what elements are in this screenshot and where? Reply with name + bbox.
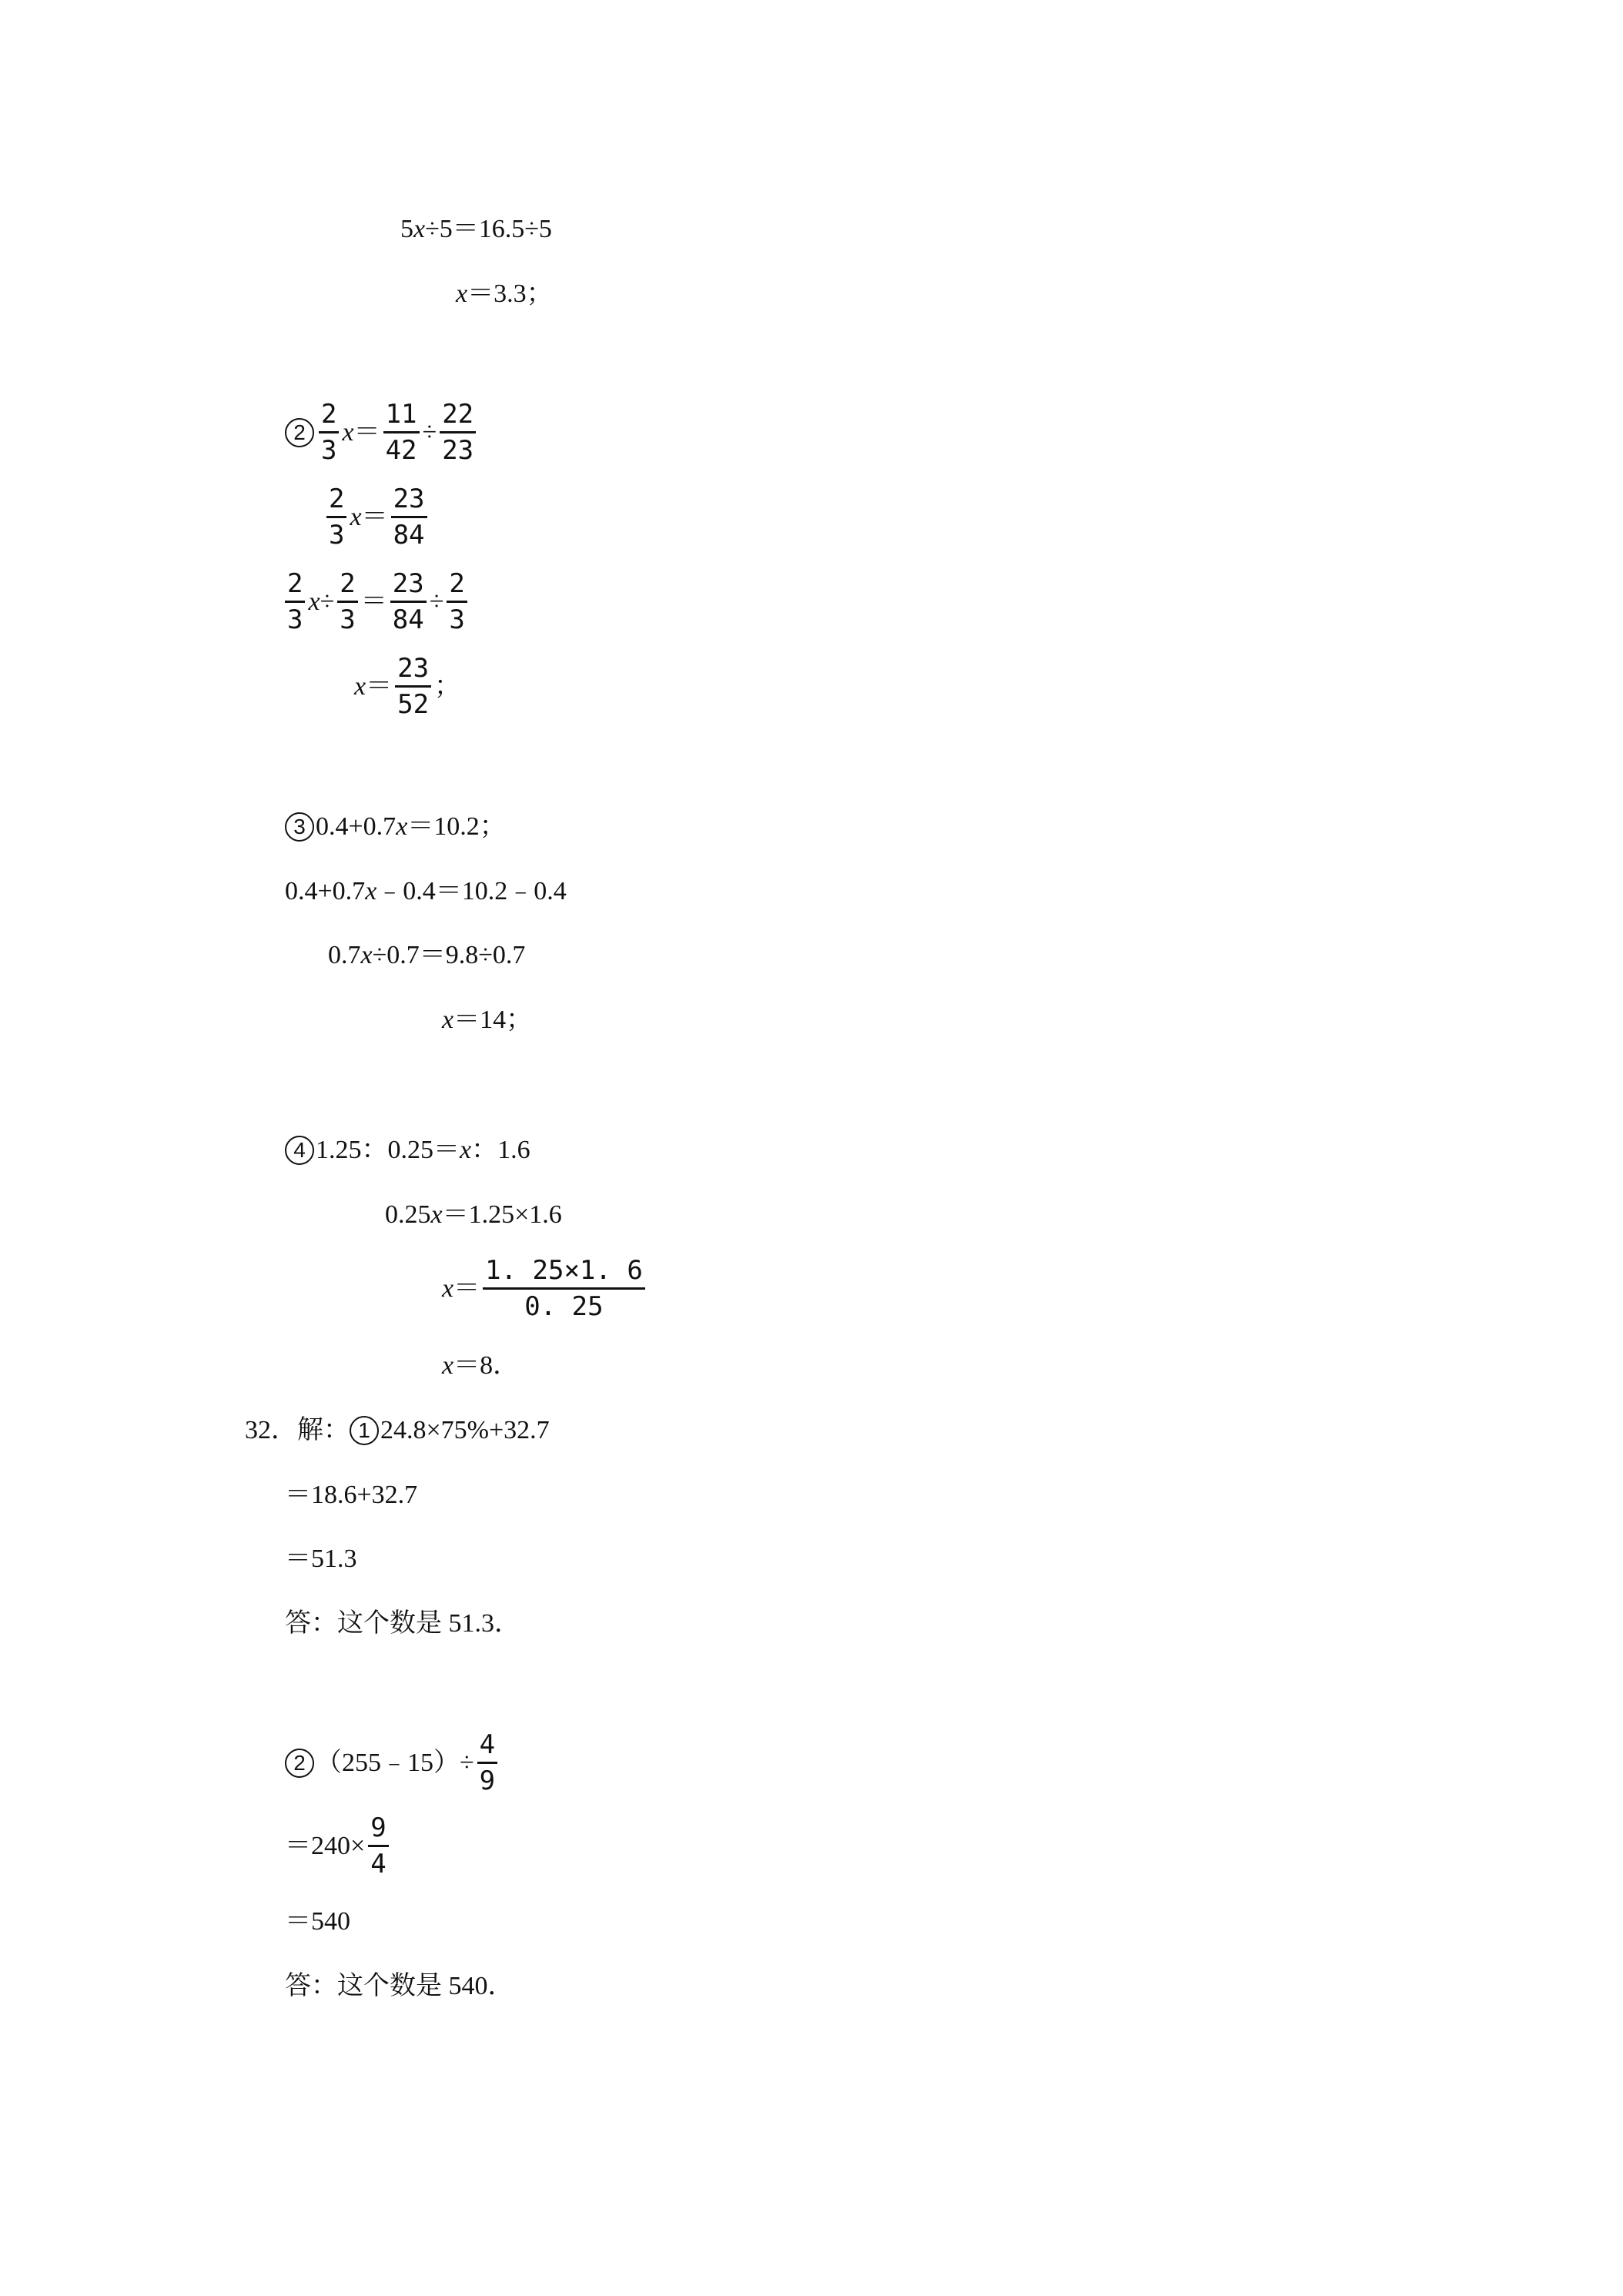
variable-x: x <box>350 502 362 531</box>
variable-x: x <box>342 417 354 447</box>
q32-part2-line1 <box>285 1729 500 1796</box>
q32-part1-answer <box>285 1607 520 1641</box>
text: 0.7 <box>328 941 361 969</box>
denominator: 0. 25 <box>524 1291 604 1322</box>
numerator: 1. 25×1. 6 <box>483 1255 645 1290</box>
fraction <box>391 484 427 551</box>
variable-x: x <box>430 1200 443 1229</box>
text: 24.8×75%+32.7 <box>380 1416 550 1444</box>
fraction <box>440 399 476 466</box>
operator: ÷ <box>320 587 335 616</box>
equals-sign: ＝ <box>360 587 387 616</box>
numerator: 9 <box>368 1812 388 1847</box>
circled-number-3: 3 <box>285 812 314 842</box>
eq4-line2 <box>385 1198 562 1232</box>
eq2-line3 <box>282 568 470 635</box>
answer-text: 答：这个数是 540． <box>285 1972 514 2000</box>
text: ＝14； <box>453 1006 533 1034</box>
equals-sign: ＝ <box>361 502 388 531</box>
numerator: 23 <box>395 653 431 688</box>
q32-part1-line1 <box>245 1414 550 1448</box>
variable-x: x <box>460 1136 472 1164</box>
variable-x: x <box>396 812 408 841</box>
text: ＝8． <box>453 1351 520 1380</box>
operator: ÷ <box>429 587 444 616</box>
text: ÷5＝16.5÷5 <box>425 215 552 243</box>
fraction <box>395 653 431 720</box>
text: ＝1.25×1.6 <box>442 1200 562 1229</box>
operator: ÷ <box>422 417 437 447</box>
text: ÷0.7＝9.8÷0.7 <box>372 941 526 969</box>
equals-sign: ＝ <box>366 671 393 701</box>
denominator: 3 <box>340 604 356 635</box>
circled-number-2: 2 <box>285 1749 314 1778</box>
numerator: 23 <box>391 484 427 518</box>
circled-number-4: 4 <box>285 1136 314 1165</box>
fraction <box>319 399 339 466</box>
denominator: 23 <box>442 435 474 466</box>
denominator: 3 <box>449 604 465 635</box>
denominator: 52 <box>397 689 430 720</box>
eq4-line3 <box>442 1255 648 1322</box>
numerator: 2 <box>319 399 339 433</box>
circled-number-2: 2 <box>285 418 314 447</box>
numerator: 22 <box>440 399 476 433</box>
numerator: 2 <box>285 568 305 603</box>
variable-x: x <box>365 877 377 905</box>
fraction <box>477 1729 497 1796</box>
text: 0.4+0.7 <box>316 812 397 841</box>
fraction <box>285 568 305 635</box>
text: ＝51.3 <box>285 1545 357 1573</box>
denominator: 3 <box>287 604 303 635</box>
fraction <box>483 1255 645 1322</box>
numerator: 4 <box>477 1729 497 1764</box>
denominator: 42 <box>385 435 417 466</box>
denominator: 4 <box>370 1849 387 1879</box>
fraction <box>337 568 357 635</box>
numerator: 11 <box>383 399 420 433</box>
eq3-line1 <box>285 810 506 844</box>
numerator: 2 <box>447 568 467 603</box>
eq1-line1 <box>400 213 552 246</box>
text: ＝240× <box>285 1831 366 1860</box>
text: ：1.6 <box>471 1136 530 1164</box>
variable-x: x <box>442 1274 454 1303</box>
fraction <box>447 568 467 635</box>
denominator: 3 <box>329 520 345 551</box>
numerator: 2 <box>337 568 357 603</box>
text: ＝10.2； <box>407 812 506 841</box>
eq4-line1 <box>285 1133 530 1167</box>
variable-x: x <box>354 671 366 701</box>
fraction <box>368 1812 388 1879</box>
equals-sign: ＝ <box>453 1274 480 1303</box>
text: 5 <box>400 215 413 243</box>
denominator: 84 <box>392 604 424 635</box>
variable-x: x <box>308 587 320 616</box>
text: （255﹣15）÷ <box>316 1748 474 1777</box>
eq1-line2 <box>456 277 553 311</box>
punctuation: ； <box>434 671 461 701</box>
variable-x: x <box>413 215 426 243</box>
eq3-line4 <box>442 1003 532 1037</box>
fraction <box>383 399 420 466</box>
text: 0.25 <box>385 1200 431 1229</box>
eq2-line2 <box>323 484 430 551</box>
text: ＝3.3； <box>467 279 553 308</box>
numerator: 2 <box>326 484 346 518</box>
variable-x: x <box>442 1006 454 1034</box>
circled-number-1: 1 <box>350 1416 379 1445</box>
q32-part1-step2 <box>285 1542 357 1576</box>
q32-part1-step1 <box>285 1478 417 1512</box>
text: 0.4+0.7 <box>285 877 366 905</box>
fraction <box>326 484 346 551</box>
eq2-line4 <box>354 653 460 720</box>
denominator: 3 <box>321 435 337 466</box>
equals-sign: ＝ <box>353 417 380 447</box>
text: 1.25：0.25＝ <box>316 1136 460 1164</box>
numerator: 23 <box>390 568 427 603</box>
variable-x: x <box>442 1351 454 1380</box>
eq3-line2 <box>285 875 567 909</box>
text: ＝18.6+32.7 <box>285 1481 418 1509</box>
denominator: 84 <box>393 520 425 551</box>
denominator: 9 <box>479 1766 496 1796</box>
answer-text: 答：这个数是 51.3． <box>285 1609 520 1638</box>
q32-part2-step1 <box>285 1812 392 1879</box>
variable-x: x <box>360 941 373 969</box>
text: ﹣0.4＝10.2﹣0.4 <box>376 877 567 905</box>
question-number: 32．解： <box>245 1416 350 1444</box>
q32-part2-step2 <box>285 1905 350 1939</box>
q32-part2-answer <box>285 1970 514 2003</box>
variable-x: x <box>456 279 468 308</box>
eq3-line3 <box>328 939 525 972</box>
text: ＝540 <box>285 1907 350 1936</box>
fraction <box>390 568 427 635</box>
eq4-line4 <box>442 1349 519 1383</box>
eq2-line1 <box>285 399 479 466</box>
